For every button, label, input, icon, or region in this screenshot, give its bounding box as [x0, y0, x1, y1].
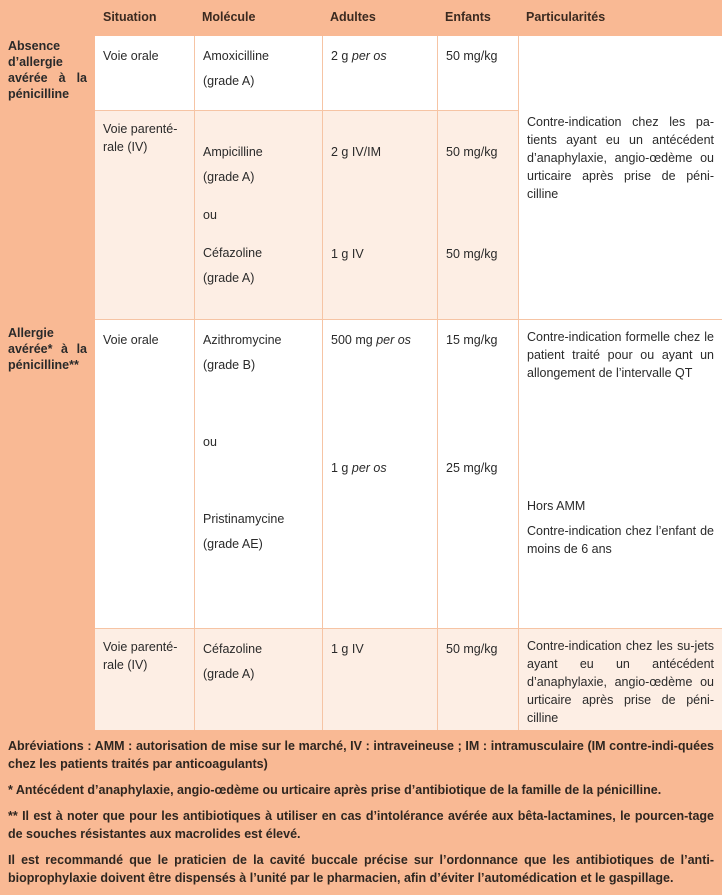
- particularites-3c: Contre-indication chez l’enfant de moins de 6 ans: [527, 524, 714, 556]
- note-resistance: ** Il est à noter que pour les antibiotiques à utiliser en cas d’intolérance avérée aux bêta-lactamines, le pourcen-tage de souches résistantes aux macrolides est élevé.: [8, 809, 714, 841]
- row3-route: Voie orale: [95, 319, 194, 628]
- situation-allergy: Allergie avérée* à la pénicilline**: [8, 326, 87, 372]
- header-situation: Situation: [103, 10, 157, 24]
- row1-adult: [322, 36, 437, 110]
- situation-no-allergy: Absence d’allergie avérée à la pénicilline: [8, 39, 87, 101]
- row2-adult: [322, 110, 437, 319]
- particularites-3: [518, 319, 722, 628]
- row1-adult1: 2 g: [331, 49, 349, 63]
- row2-grade2: (grade A): [203, 271, 255, 285]
- row1-adult1-em: per os: [351, 49, 387, 63]
- row4-route: Voie parenté-rale (IV): [95, 628, 194, 730]
- row3-adult1-em: per os: [376, 333, 411, 347]
- row1-molecule: [194, 36, 322, 110]
- row3-adult1: 500 mg: [331, 333, 373, 347]
- footnotes: [0, 730, 722, 895]
- row1-mol1: Amoxicilline: [203, 49, 269, 63]
- row2-adult1: 2 g IV/IM: [331, 145, 382, 159]
- row2-child: [437, 110, 518, 319]
- row4-grade1: (grade A): [203, 667, 255, 681]
- header-particularites: Particularités: [526, 10, 606, 24]
- row2-route: Voie parenté-rale (IV): [95, 110, 194, 319]
- row3-adult2: 1 g: [331, 461, 349, 475]
- row3-or: ou: [203, 435, 217, 449]
- particularites-3b: Hors AMM: [527, 499, 586, 513]
- header-molecule: Molécule: [202, 10, 256, 24]
- header-enfants: Enfants: [445, 10, 491, 24]
- row3-molecule: [194, 319, 322, 628]
- row2-mol1: Ampicilline: [203, 145, 263, 159]
- row3-grade2: (grade AE): [203, 537, 263, 551]
- particularites-3a: Contre-indication formelle chez le patient traité pour ou ayant un allongement de l’intervalle QT: [527, 330, 714, 380]
- row3-adult2-em: per os: [351, 461, 387, 475]
- row2-or: ou: [203, 208, 217, 222]
- row4-mol1: Céfazoline: [203, 642, 263, 656]
- note-abbreviations: Abréviations : AMM : autorisation de mise sur le marché, IV : intraveineuse ; IM : intramusculaire (IM contre-indi-quées chez les patients traités par anticoagulants): [8, 739, 714, 771]
- particularites-1: Contre-indication chez les pa-tients ayant eu un antécédent d’anaphylaxie, angio-œdème ou urticaire après prise de péni-cilline: [518, 36, 722, 319]
- note-recommendation: Il est recommandé que le praticien de la cavité buccale précise sur l’ordonnance que les antibiotiques de l’anti-bioprophylaxie doivent être dispensés à l’unité par le pharmacien, afin d’éviter l’automédication et le gaspillage.: [8, 853, 714, 885]
- note-anaphylaxis: * Antécédent d’anaphylaxie, angio-œdème ou urticaire après prise d’antibiotique de la famille de la pénicilline.: [8, 783, 662, 797]
- header-adultes: Adultes: [330, 10, 376, 24]
- row4-adult: 1 g IV: [322, 628, 437, 730]
- row3-adult: [322, 319, 437, 628]
- row2-grade1: (grade A): [203, 170, 255, 184]
- row1-child: 50 mg/kg: [437, 36, 518, 110]
- row2-adult2: 1 g IV: [331, 247, 364, 261]
- row2-child2: 50 mg/kg: [446, 247, 498, 261]
- row2-mol2: Céfazoline: [203, 246, 263, 260]
- row2-child1: 50 mg/kg: [446, 145, 498, 159]
- row3-grade1: (grade B): [203, 358, 256, 372]
- particularites-4: Contre-indication chez les su-jets ayant eu un antécédent d’anaphylaxie, angio-œdème ou urticaire après prise de péni-cilline: [518, 628, 722, 730]
- row1-grade1: (grade A): [203, 74, 255, 88]
- row3-mol2: Pristinamycine: [203, 512, 285, 526]
- row4-child: 50 mg/kg: [437, 628, 518, 730]
- row4-molecule: [194, 628, 322, 730]
- row3-child1: 15 mg/kg: [446, 333, 498, 347]
- row3-mol1: Azithromycine: [203, 333, 282, 347]
- row1-route: Voie orale: [95, 36, 194, 110]
- row3-child2: 25 mg/kg: [446, 461, 498, 475]
- row3-child: [437, 319, 518, 628]
- row2-molecule: [194, 110, 322, 319]
